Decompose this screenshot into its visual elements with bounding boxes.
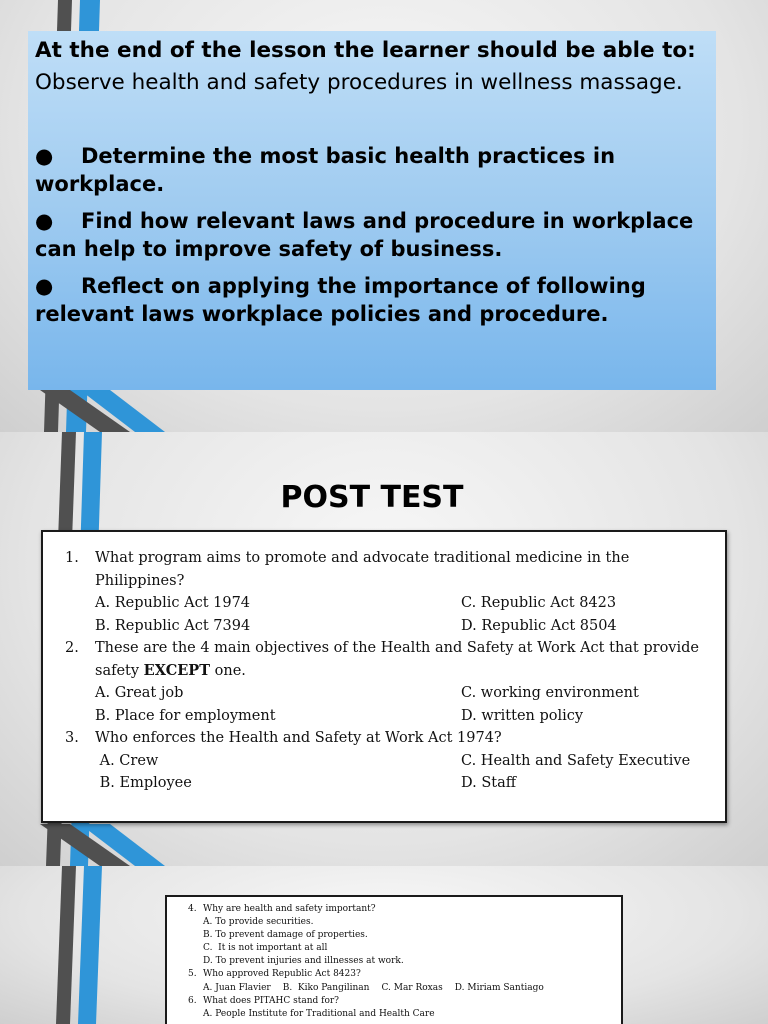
objective-item: ● Find how relevant laws and procedure in workplace can help to improve safety of business. [35,209,694,261]
option: C. Mar Roxas [381,982,443,993]
question-3-options [95,750,725,795]
objectives-heading: At the end of the lesson the learner should be able to: [35,38,696,63]
question-2: 2. These are the 4 main objectives of the Health and Safety at Work Act that provide safety EXCEPT one. [65,640,699,679]
objectives-list [35,142,708,328]
option: B. Republic Act 7394 [95,617,251,634]
option: A. Republic Act 1974 [95,595,251,611]
question-3: 3. Who enforces the Health and Safety at Work Act 1974? [65,730,502,746]
continued-slide [0,866,768,1024]
option: B. Place for employment [95,707,276,724]
option: C. working environment [461,685,639,701]
bullet-icon: ● [35,144,54,168]
option: D. Miriam Santiago [454,982,544,993]
option: C. It is not important at all [203,943,328,954]
question-4: 4. Why are health and safety important? [188,904,376,914]
option: A. Juan Flavier [203,982,271,993]
option: B. Kiko Pangilinan [282,982,370,993]
objectives-intro: Observe health and safety procedures in wellness massage. [35,70,683,95]
question-5-options [203,982,621,995]
quiz-box [41,530,727,823]
objectives-box [28,31,716,390]
question-6: 6. What does PITAHC stand for? [188,995,339,1006]
option: C. Republic Act 8423 [461,595,617,611]
option: B. Employee [95,775,192,791]
question-2-options [95,682,725,727]
option: A. People Institute for Traditional and Health Care [203,1008,435,1019]
option: C. Health and Safety Executive [461,752,691,769]
option: A. Crew [95,752,159,769]
option: D. Republic Act 8504 [461,617,617,634]
except-emphasis: EXCEPT [143,661,211,679]
option: D. To prevent injuries and illnesses at work. [203,956,404,967]
question-1: 1. What program aims to promote and advocate traditional medicine in the Philippines? [65,550,630,589]
quiz-box-continued [165,895,623,1024]
bullet-icon: ● [35,274,54,298]
option: A. To provide securities. [203,917,314,928]
option: A. Great job [95,685,184,701]
objectives-slide [0,0,768,432]
bullet-icon: ● [35,209,54,233]
question-5: 5. Who approved Republic Act 8423? [188,969,361,980]
post-test-title: POST TEST [280,480,464,515]
question-1-options [95,592,725,637]
option: B. To prevent damage of properties. [203,930,368,941]
post-test-slide [0,432,768,866]
objective-item: ● Determine the most basic health practices in workplace. [35,144,616,196]
option: D. written policy [461,707,584,724]
option: D. Staff [461,775,517,791]
objective-item: ● Reflect on applying the importance of following relevant laws workplace policies and procedure. [35,274,646,326]
